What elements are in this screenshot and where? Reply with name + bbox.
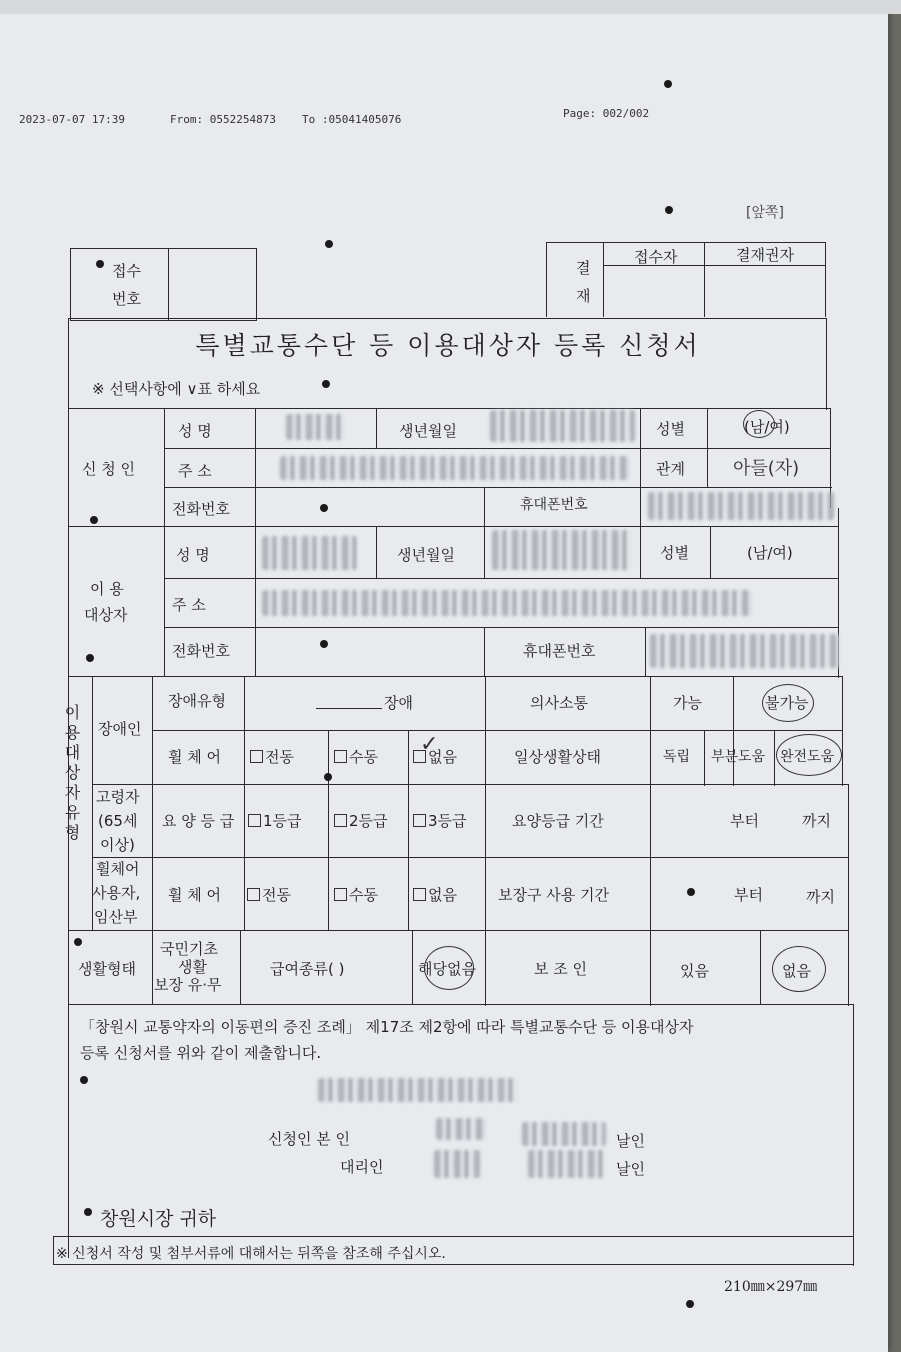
wheelchair-electric-option[interactable]: [250, 746, 294, 767]
elderly-label-1: 고령자: [96, 788, 140, 806]
rule: [92, 784, 848, 785]
checkbox[interactable]: [334, 888, 347, 901]
wheelchair-user-wc-label: 휠 체 어: [168, 886, 222, 904]
rule: [256, 248, 257, 321]
redacted-user-address: [262, 590, 752, 616]
option-label: 없음: [428, 886, 457, 904]
fax-from: From: 0552254873: [170, 113, 276, 126]
impossible-selected-circle: [762, 684, 814, 722]
basic-living-2: 생활: [178, 958, 207, 976]
rule: [70, 320, 257, 321]
fax-dot: [84, 1208, 92, 1216]
wheelchair-label: 휠 체 어: [168, 748, 222, 766]
approval-label-2: 재: [576, 287, 591, 305]
rule: [68, 930, 848, 931]
fax-dot: [324, 773, 332, 781]
care-period-from: 부터: [730, 812, 759, 830]
rule: [774, 730, 775, 786]
redacted-user-birth: [492, 530, 632, 570]
footnote: ※ 신청서 작성 및 첨부서류에 대해서는 뒤쪽을 참조해 주십시오.: [56, 1246, 446, 1262]
daily-living-label: 일상생활상태: [514, 748, 601, 766]
rule: [240, 930, 241, 1004]
applicant-gender-value: (남/여): [744, 418, 790, 436]
rule: [255, 408, 256, 676]
redacted-applicant-sign: [436, 1118, 486, 1140]
fax-dot: [80, 1076, 88, 1084]
checkmark-icon: ✓: [420, 732, 439, 757]
user-gender-value: (남/여): [747, 544, 793, 562]
rule: [68, 408, 830, 409]
communication-impossible: 불가능: [765, 694, 809, 712]
rule: [152, 730, 842, 731]
full-help-selected-circle: [776, 734, 842, 776]
applicant-phone-label: 전화번호: [172, 500, 230, 518]
applicant-address-label: 주 소: [178, 462, 212, 480]
aid-period-until: 까지: [806, 888, 835, 906]
redacted-date: [318, 1078, 518, 1102]
fax-page: Page: 002/002: [563, 107, 650, 120]
rule: [412, 930, 413, 1004]
rule: [650, 676, 651, 1006]
aid-period-from: 부터: [734, 886, 763, 904]
addressee: 창원시장 귀하: [100, 1208, 217, 1230]
option-label: 수동: [349, 748, 378, 766]
applicant-section-label: 신 청 인: [82, 460, 136, 478]
rule: [842, 676, 843, 786]
paper-edge: [0, 0, 901, 14]
rule: [92, 857, 848, 858]
redacted-applicant-birth: [490, 410, 635, 442]
wheelchair-user-label-3: 임산부: [94, 908, 138, 926]
communication-possible: 가능: [673, 694, 702, 712]
rule: [68, 676, 842, 677]
fax-dot: [86, 654, 94, 662]
redacted-applicant-sign-name: [522, 1122, 606, 1146]
redacted-applicant-name: [286, 414, 346, 440]
rule: [70, 248, 257, 249]
rule: [825, 242, 826, 317]
checkbox[interactable]: [334, 814, 347, 827]
rule: [152, 676, 153, 930]
male-selected-circle: [743, 410, 775, 438]
approval-authority: 결재권자: [736, 246, 794, 264]
rule: [546, 242, 547, 317]
fax-dot: [665, 206, 673, 214]
fax-dot: [686, 1300, 694, 1308]
fax-dot: [687, 888, 695, 896]
grade-3-option[interactable]: [413, 810, 467, 831]
rule: [640, 408, 641, 578]
user-phone-label: 전화번호: [172, 642, 230, 660]
page-side-label: [앞쪽]: [746, 205, 784, 221]
elderly-label-2: (65세: [98, 812, 138, 830]
not-applicable-option: 해당없음: [418, 960, 476, 978]
rule: [760, 930, 761, 1004]
user-gender-label: 성별: [660, 544, 689, 562]
declaration-line-1: 「창원시 교통약자의 이동편의 증진 조례」 제17조 제2항에 따라 특별교통수단 등 이용대상자: [80, 1018, 694, 1036]
grade-2-option[interactable]: [334, 810, 388, 831]
fax-dot: [90, 516, 98, 524]
no-guardian-selected-circle: [772, 946, 826, 992]
receipt-label-2: 번호: [112, 290, 141, 308]
rule: [68, 526, 838, 527]
applicant-birth-label: 생년월일: [399, 422, 457, 440]
checkbox[interactable]: [247, 888, 260, 901]
checkbox[interactable]: [413, 888, 426, 901]
applicant-signature-label: 신청인 본 인: [268, 1130, 350, 1148]
approval-label-1: 결: [576, 259, 591, 277]
elderly-label-3: 이상): [100, 836, 135, 854]
fax-to: To :05041405076: [302, 113, 402, 126]
checkbox[interactable]: [334, 750, 347, 763]
rule: [408, 730, 409, 930]
declaration-line-2: 등록 신청서를 위와 같이 제출합니다.: [80, 1044, 322, 1062]
rule: [704, 730, 705, 786]
daily-full: 완전도움: [780, 749, 835, 765]
checkbox[interactable]: [413, 814, 426, 827]
rule: [826, 318, 827, 410]
applicant-relation-value: 아들(자): [733, 458, 800, 479]
option-label: 전동: [262, 886, 291, 904]
rule: [645, 627, 646, 676]
user-section-label-1: 이 용: [90, 580, 124, 598]
seal-label-2: 날인: [616, 1160, 645, 1178]
rule: [484, 487, 485, 578]
care-period-label: 요양등급 기간: [512, 812, 604, 830]
daily-independent: 독립: [663, 749, 691, 765]
wheelchair-manual-option[interactable]: [334, 746, 378, 767]
user-name-label: 성 명: [176, 546, 210, 564]
rule: [164, 408, 165, 676]
disability-type-label: 장애유형: [168, 692, 226, 710]
checkbox[interactable]: [250, 750, 263, 763]
redacted-applicant-address: [280, 456, 630, 480]
aid-period-label: 보장구 사용 기간: [498, 886, 609, 904]
checkbox[interactable]: [248, 814, 261, 827]
rule: [848, 784, 849, 1006]
wc-user-electric-option[interactable]: [247, 884, 291, 905]
rule: [485, 676, 486, 1006]
user-section-label-2: 대상자: [84, 606, 128, 624]
option-label: 2등급: [349, 812, 388, 830]
paper-size: 210㎜×297㎜: [724, 1279, 818, 1295]
rule: [244, 676, 245, 930]
rule: [603, 242, 604, 317]
blank-underline: [316, 708, 382, 709]
guardian-yes: 있음: [680, 962, 709, 980]
basic-living-3: 보장 유·무: [154, 976, 222, 994]
redacted-applicant-mobile: [648, 492, 834, 520]
approval-receiver: 접수자: [634, 248, 678, 266]
applicant-gender-label: 성별: [656, 420, 685, 438]
form-title: 특별교통수단 등 이용대상자 등록 신청서: [195, 331, 701, 360]
applicant-name-label: 성 명: [178, 422, 212, 440]
disabled-label: 장애인: [98, 720, 142, 738]
daily-partial: 부분도움: [711, 749, 766, 765]
redacted-user-mobile: [650, 634, 840, 668]
option-label: 없음: [428, 748, 457, 766]
option-label: 3등급: [428, 812, 467, 830]
option-label: 전동: [265, 748, 294, 766]
basic-living-1: 국민기초: [160, 940, 218, 958]
rule: [53, 1236, 54, 1265]
fax-dot: [325, 240, 333, 248]
rule: [53, 1236, 853, 1237]
option-label: 수동: [349, 886, 378, 904]
applicant-mobile-label: 휴대폰번호: [520, 497, 588, 513]
applicant-relation-label: 관계: [656, 460, 685, 478]
fax-dot: [96, 260, 104, 268]
rule: [704, 242, 705, 317]
rule: [68, 318, 827, 319]
rule: [168, 248, 169, 321]
care-grade-label: 요 양 등 급: [162, 812, 235, 830]
rule: [164, 448, 830, 449]
rule: [376, 526, 377, 578]
rule: [707, 408, 708, 488]
receipt-label-1: 접수: [112, 262, 141, 280]
not-applicable-selected-circle: [424, 946, 474, 990]
user-type-section-label: 이용대상자유형: [62, 704, 81, 844]
rule: [68, 1004, 853, 1005]
rule: [376, 408, 377, 448]
redacted-proxy-name: [528, 1150, 606, 1178]
user-address-label: 주 소: [172, 596, 206, 614]
fax-dot: [322, 380, 330, 388]
disability-type-suffix: 장애: [384, 694, 413, 712]
fax-dot: [320, 504, 328, 512]
rule: [70, 248, 71, 321]
rule: [164, 627, 838, 628]
fax-dot: [664, 80, 672, 88]
wc-user-none-option[interactable]: [413, 884, 457, 905]
option-label: 1등급: [263, 812, 302, 830]
fax-dot: [320, 640, 328, 648]
benefit-type-label: 급여종류( ): [270, 960, 345, 978]
user-birth-label: 생년월일: [397, 546, 455, 564]
rule: [164, 487, 832, 488]
rule: [710, 526, 711, 578]
guardian-no: 없음: [782, 962, 811, 980]
living-label: 생활형태: [78, 960, 136, 978]
fax-datetime: 2023-07-07 17:39: [19, 113, 125, 126]
fax-dot: [74, 938, 82, 946]
wc-user-manual-option[interactable]: [334, 884, 378, 905]
user-mobile-label: 휴대폰번호: [523, 642, 596, 660]
wheelchair-user-label-1: 휠체어: [96, 860, 140, 878]
care-period-until: 까지: [802, 812, 831, 830]
instruction-text: ※ 선택사항에 ∨표 하세요: [92, 380, 261, 398]
redacted-user-name: [262, 536, 357, 570]
wheelchair-user-label-2: 사용자,: [92, 884, 141, 902]
rule: [484, 627, 485, 676]
proxy-label: 대리인: [340, 1158, 384, 1176]
seal-label-1: 날인: [616, 1132, 645, 1150]
rule: [164, 578, 838, 579]
redacted-proxy-sign: [434, 1150, 480, 1178]
communication-label: 의사소통: [530, 694, 588, 712]
guardian-label: 보 조 인: [534, 960, 588, 978]
grade-1-option[interactable]: [248, 810, 302, 831]
rule: [853, 1004, 854, 1266]
rule: [328, 730, 329, 930]
rule: [53, 1264, 853, 1265]
